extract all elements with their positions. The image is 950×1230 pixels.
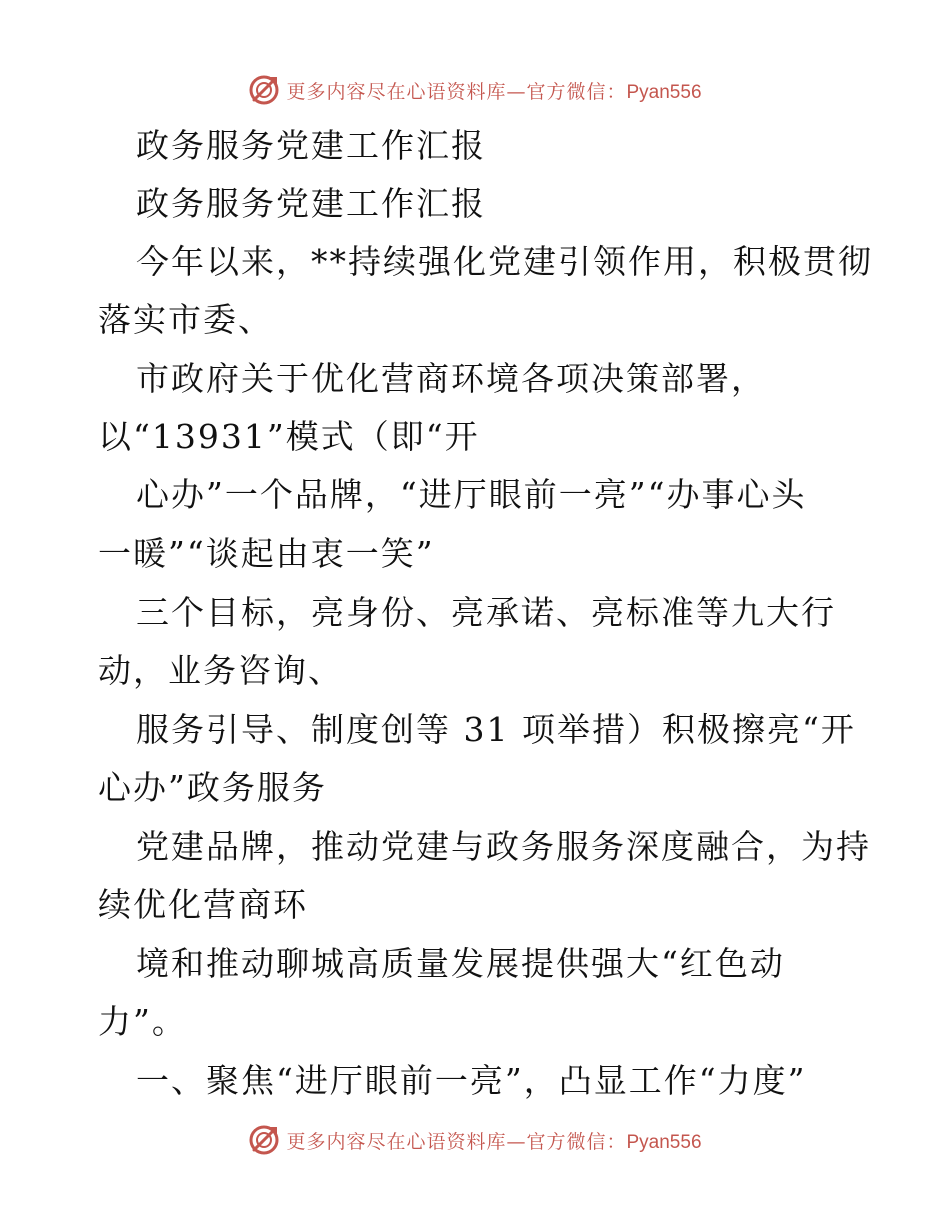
red-seal-logo-icon [248, 1124, 280, 1156]
watermark-footer [0, 1120, 950, 1160]
watermark-main: 更多内容尽在心语资料库 [286, 80, 507, 103]
paragraph-line: 力”。 [98, 1002, 187, 1041]
doc-subtitle: 政务服务党建工作汇报 [136, 184, 486, 223]
paragraph-line: 动，业务咨询、 [98, 651, 343, 690]
paragraph-line: 心办”一个品牌，“进厅眼前一亮”“办事心头 [136, 475, 807, 514]
watermark-id: Pyan556 [626, 1131, 702, 1153]
paragraph-line: 以“13931”模式（即“开 [98, 417, 480, 456]
paragraph-line: 市政府关于优化营商环境各项决策部署， [136, 359, 766, 398]
watermark-official: 官方微信： [526, 1130, 627, 1153]
doc-title: 政务服务党建工作汇报 [136, 126, 486, 165]
watermark-dash: — [506, 1130, 527, 1153]
paragraph-line: 党建品牌，推动党建与政务服务深度融合，为持 [136, 827, 871, 866]
watermark-main: 更多内容尽在心语资料库 [286, 1130, 507, 1153]
paragraph-line: 三个目标，亮身份、亮承诺、亮标准等九大行 [136, 593, 836, 632]
paragraph-line: 服务引导、制度创等 31 项举措）积极擦亮“开 [136, 710, 856, 749]
paragraph-line: 今年以来，**持续强化党建引领作用，积极贯彻 [136, 242, 873, 281]
watermark-dash: — [506, 80, 527, 103]
watermark-id: Pyan556 [626, 81, 702, 103]
paragraph-line: 一暖”“谈起由衷一笑” [98, 534, 435, 573]
watermark-text [286, 1127, 701, 1154]
section-heading: 一、聚焦“进厅眼前一亮”，凸显工作“力度” [136, 1061, 807, 1100]
paragraph-line: 落实市委、 [98, 300, 273, 339]
paragraph-line: 境和推动聊城高质量发展提供强大“红色动 [136, 944, 785, 983]
watermark-official: 官方微信： [526, 80, 627, 103]
paragraph-line: 心办”政务服务 [98, 768, 327, 807]
paragraph-line: 续优化营商环 [98, 885, 308, 924]
